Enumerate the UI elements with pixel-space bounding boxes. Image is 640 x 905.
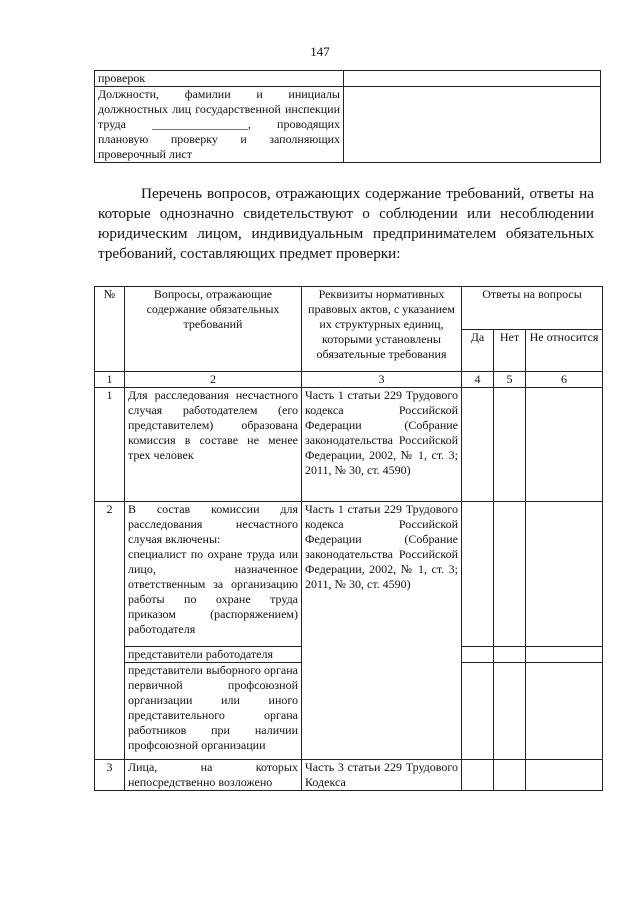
row-num: 2 bbox=[95, 502, 125, 760]
row-requisite: Часть 1 статьи 229 Трудового кодекса Российской Федерации (Собрание законодательства Российской Федерации, 2002, № 1, ст. 3; 2011, № 30, ст. 4590) bbox=[302, 502, 462, 760]
inspection-info-table bbox=[94, 70, 601, 163]
answer-no-cell[interactable] bbox=[494, 760, 526, 791]
col-number: 3 bbox=[302, 372, 462, 388]
answer-yes-cell[interactable] bbox=[462, 388, 494, 502]
table-row bbox=[95, 502, 603, 647]
answer-yes-cell[interactable] bbox=[462, 647, 494, 663]
info-cell-label: проверок bbox=[95, 71, 344, 87]
table-row bbox=[95, 71, 601, 87]
row-num: 1 bbox=[95, 388, 125, 502]
header-row bbox=[95, 287, 603, 330]
table-row bbox=[95, 87, 601, 163]
officials-value bbox=[344, 87, 601, 163]
answer-no-cell[interactable] bbox=[494, 663, 526, 760]
answer-na-cell[interactable] bbox=[526, 647, 603, 663]
row-question: Лица, на которых непосредственно возложено bbox=[125, 760, 302, 791]
row-requisite: Часть 1 статьи 229 Трудового кодекса Российской Федерации (Собрание законодательства Российской Федерации, 2002, № 1, ст. 3; 2011, № 30, ст. 4590) bbox=[302, 388, 462, 502]
answer-yes-cell[interactable] bbox=[462, 663, 494, 760]
checklist-intro: Перечень вопросов, отражающих содержание требований, ответы на которые однозначно свидетельствуют о соблюдении или несоблюдении юридическим лицом, индивидуальным предпринимателем обязательных требований, составляющих предмет проверки: bbox=[98, 185, 594, 262]
row-requisite: Часть 3 статьи 229 Трудового Кодекса bbox=[302, 760, 462, 791]
row-num: 3 bbox=[95, 760, 125, 791]
answer-yes-cell[interactable] bbox=[462, 502, 494, 647]
row-subquestion: представители выборного органа первичной профсоюзной организации или иного представительного органа работников при наличии профсоюзной организации bbox=[125, 663, 302, 760]
col-number: 2 bbox=[125, 372, 302, 388]
answer-no-cell[interactable] bbox=[494, 388, 526, 502]
answer-na-cell[interactable] bbox=[526, 760, 603, 791]
info-cell-value bbox=[344, 71, 601, 87]
header-answers: Ответы на вопросы bbox=[462, 287, 603, 330]
header-num: № bbox=[95, 287, 125, 372]
header-na: Не относится bbox=[526, 329, 603, 372]
row-subquestion: специалист по охране труда или лицо, назначенное ответственным за организацию работы по охране труда приказом (распоряжением) работодателя bbox=[128, 547, 298, 636]
officials-label bbox=[95, 87, 344, 163]
header-yes: Да bbox=[462, 329, 494, 372]
row-subquestion: представители работодателя bbox=[125, 647, 302, 663]
header-requisites: Реквизиты нормативных правовых актов, с указанием их структурных единиц, которыми установлены обязательные требования bbox=[302, 287, 462, 372]
answer-na-cell[interactable] bbox=[526, 663, 603, 760]
col-number: 4 bbox=[462, 372, 494, 388]
row-question-intro: В состав комиссии для расследования несчастного случая включены: bbox=[128, 502, 298, 546]
checklist-table bbox=[94, 286, 603, 791]
header-questions: Вопросы, отражающие содержание обязательных требований bbox=[125, 287, 302, 372]
table-row bbox=[95, 760, 603, 791]
answer-no-cell[interactable] bbox=[494, 647, 526, 663]
col-number: 6 bbox=[526, 372, 603, 388]
header-no: Нет bbox=[494, 329, 526, 372]
officials-label-text: Должности, фамилии и инициалы должностных лиц государственной инспекции труда ________________, проводящих плановую проверку и заполняющих проверочный лист bbox=[98, 87, 340, 161]
answer-na-cell[interactable] bbox=[526, 388, 603, 502]
page-number: 147 bbox=[310, 44, 330, 59]
table-row bbox=[95, 388, 603, 502]
row-question bbox=[125, 502, 302, 647]
col-number: 5 bbox=[494, 372, 526, 388]
answer-yes-cell[interactable] bbox=[462, 760, 494, 791]
column-number-row bbox=[95, 372, 603, 388]
col-number: 1 bbox=[95, 372, 125, 388]
answer-na-cell[interactable] bbox=[526, 502, 603, 647]
row-question: Для расследования несчастного случая работодателем (его представителем) образована комиссия в составе не менее трех человек bbox=[125, 388, 302, 502]
answer-no-cell[interactable] bbox=[494, 502, 526, 647]
